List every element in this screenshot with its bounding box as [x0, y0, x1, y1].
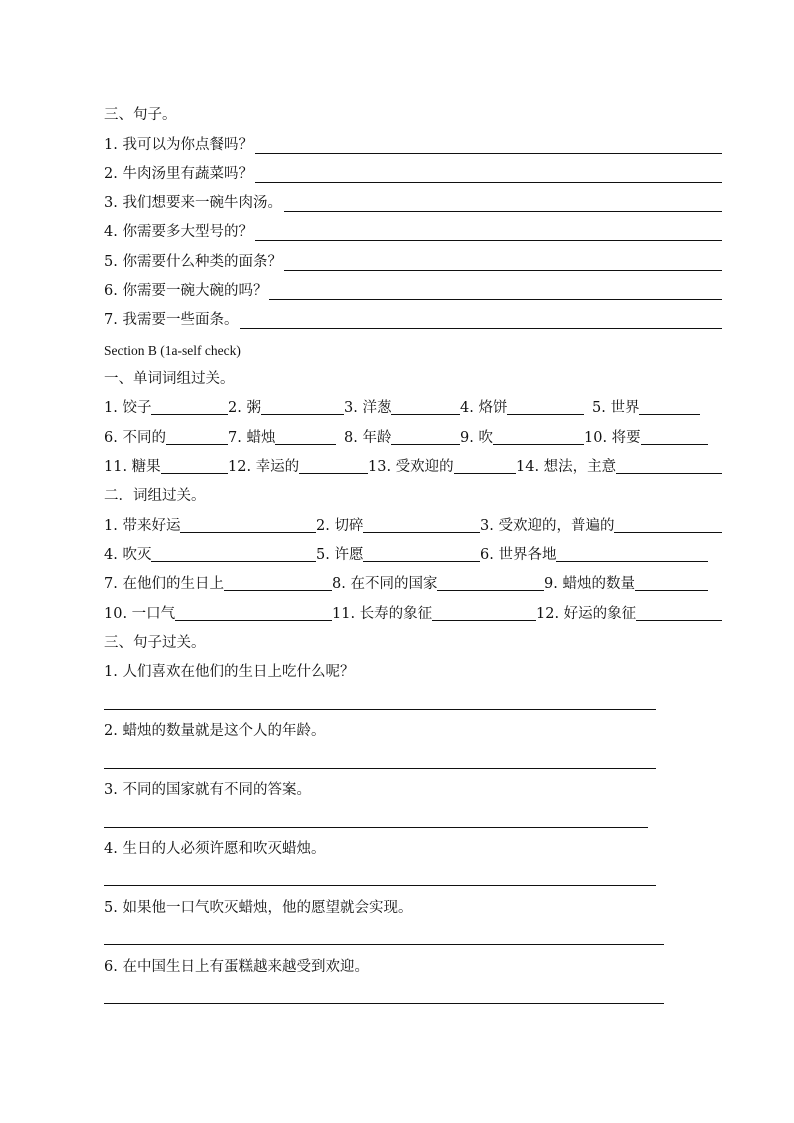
answer-blank[interactable] — [224, 590, 332, 591]
answer-line[interactable] — [104, 885, 656, 886]
sentence-row — [104, 193, 722, 213]
sentence-label: 2. 牛肉汤里有蔬菜吗？ — [104, 166, 253, 182]
word-item: 14. 想法，主意 — [516, 457, 722, 477]
phrase-item: 6. 世界各地 — [480, 545, 708, 565]
answer-blank[interactable] — [284, 270, 722, 271]
answer-blank[interactable] — [161, 473, 228, 474]
answer-blank[interactable] — [275, 444, 336, 445]
phrase-item: 1. 带来好运 — [104, 516, 316, 536]
sentence-row — [104, 222, 722, 242]
word-item: 9. 吹 — [460, 428, 584, 448]
sentence-label: 5. 你需要什么种类的面条？ — [104, 254, 282, 270]
answer-blank[interactable] — [391, 414, 460, 415]
phrase-item: 9. 蜡烛的数量 — [544, 574, 708, 594]
words-row — [104, 428, 722, 448]
answer-blank[interactable] — [261, 414, 344, 415]
answer-line[interactable] — [104, 1003, 664, 1004]
answer-blank[interactable] — [363, 532, 480, 533]
answer-blank[interactable] — [616, 473, 722, 474]
phrase-item: 4. 吹灭 — [104, 545, 316, 565]
answer-line[interactable] — [104, 944, 664, 945]
answer-blank[interactable] — [507, 414, 584, 415]
sentence-label: 7. 我需要一些面条。 — [104, 312, 239, 328]
word-item: 4. 烙饼 — [460, 398, 584, 418]
sentence-prompt: 4. 生日的人必须许愿和吹灭蜡烛。 — [104, 841, 326, 857]
answer-blank[interactable] — [614, 532, 722, 533]
phrase-item: 2. 切碎 — [316, 516, 480, 536]
answer-blank[interactable] — [166, 444, 228, 445]
answer-blank[interactable] — [556, 561, 708, 562]
words-row — [104, 457, 722, 477]
answer-blank[interactable] — [151, 414, 228, 415]
answer-blank[interactable] — [635, 590, 708, 591]
word-item: 8. 年龄 — [344, 428, 460, 448]
answer-blank[interactable] — [255, 240, 722, 241]
section-heading-sentences: 三、句子。 — [104, 107, 177, 123]
answer-blank[interactable] — [269, 299, 722, 300]
words-row — [104, 398, 722, 418]
sentence-prompt: 6. 在中国生日上有蛋糕越来越受到欢迎。 — [104, 959, 369, 975]
section-b-title: Section B (1a-self check) — [104, 343, 241, 358]
answer-blank[interactable] — [299, 473, 368, 474]
phrases-row — [104, 516, 722, 536]
sentence-row — [104, 164, 722, 184]
answer-blank[interactable] — [641, 444, 708, 445]
answer-blank[interactable] — [175, 620, 332, 621]
phrase-item: 3. 受欢迎的，普遍的 — [480, 516, 722, 536]
answer-blank[interactable] — [437, 590, 544, 591]
sentence-row — [104, 135, 722, 155]
answer-blank[interactable] — [391, 444, 460, 445]
answer-blank[interactable] — [636, 620, 722, 621]
section-heading-sentence-practice: 三、句子过关。 — [104, 635, 206, 651]
answer-blank[interactable] — [240, 328, 722, 329]
answer-line[interactable] — [104, 827, 648, 828]
sentence-label: 3. 我们想要来一碗牛肉汤。 — [104, 195, 282, 211]
sentence-prompt: 2. 蜡烛的数量就是这个人的年龄。 — [104, 723, 326, 739]
phrase-item: 8. 在不同的国家 — [332, 574, 544, 594]
phrase-item: 5. 许愿 — [316, 545, 480, 565]
sentence-label: 6. 你需要一碗大碗的吗？ — [104, 283, 268, 299]
sentence-row — [104, 310, 722, 330]
answer-blank[interactable] — [454, 473, 516, 474]
answer-blank[interactable] — [255, 182, 722, 183]
word-item: 1. 饺子 — [104, 398, 228, 418]
answer-blank[interactable] — [432, 620, 536, 621]
word-item: 5. 世界 — [592, 398, 700, 418]
sentence-label: 4. 你需要多大型号的？ — [104, 224, 253, 240]
phrases-row — [104, 545, 722, 565]
section-heading-phrases: 二．词组过关。 — [104, 488, 206, 504]
answer-line[interactable] — [104, 709, 656, 710]
word-item: 7. 蜡烛 — [228, 428, 336, 448]
sentence-row — [104, 281, 722, 301]
answer-line[interactable] — [104, 768, 656, 769]
answer-blank[interactable] — [151, 561, 316, 562]
answer-blank[interactable] — [639, 414, 700, 415]
sentence-label: 1. 我可以为你点餐吗？ — [104, 137, 253, 153]
phrases-row — [104, 604, 722, 624]
sentence-prompt: 1. 人们喜欢在他们的生日上吃什么呢？ — [104, 664, 355, 680]
phrase-item: 7. 在他们的生日上 — [104, 574, 332, 594]
section-heading-words: 一、单词词组过关。 — [104, 371, 235, 387]
word-item: 13. 受欢迎的 — [368, 457, 516, 477]
word-item: 12. 幸运的 — [228, 457, 368, 477]
phrase-item: 12. 好运的象征 — [536, 604, 722, 624]
sentence-row — [104, 252, 722, 272]
phrases-row — [104, 574, 722, 594]
answer-blank[interactable] — [284, 211, 722, 212]
phrase-item: 11. 长寿的象征 — [332, 604, 536, 624]
answer-blank[interactable] — [180, 532, 316, 533]
phrase-item: 10. 一口气 — [104, 604, 332, 624]
sentence-prompt: 5. 如果他一口气吹灭蜡烛，他的愿望就会实现。 — [104, 900, 413, 916]
sentence-prompt: 3. 不同的国家就有不同的答案。 — [104, 782, 311, 798]
word-item: 6. 不同的 — [104, 428, 228, 448]
word-item: 11. 糖果 — [104, 457, 228, 477]
word-item: 3. 洋葱 — [344, 398, 460, 418]
answer-blank[interactable] — [363, 561, 480, 562]
answer-blank[interactable] — [493, 444, 584, 445]
answer-blank[interactable] — [255, 153, 722, 154]
word-item: 10. 将要 — [584, 428, 708, 448]
word-item: 2. 粥 — [228, 398, 344, 418]
